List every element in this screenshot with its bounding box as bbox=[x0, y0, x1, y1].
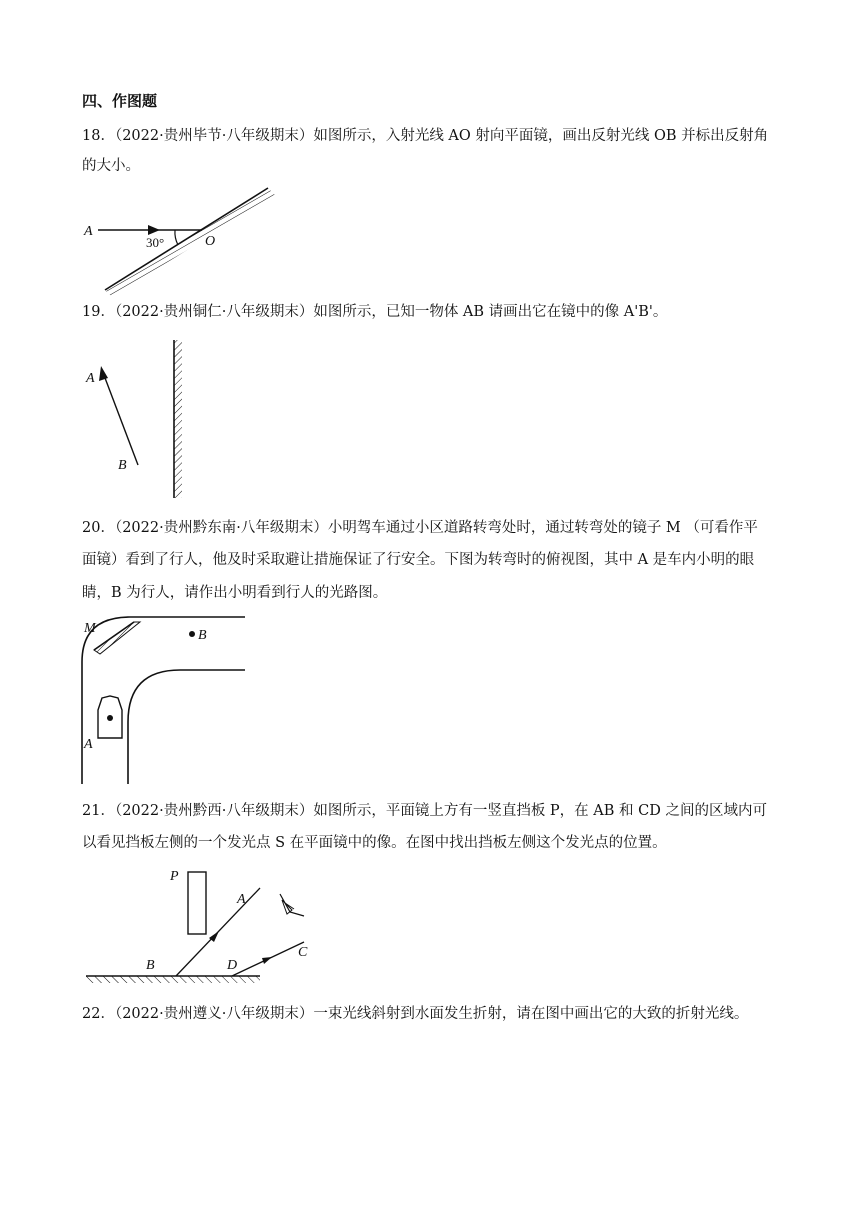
question-20-line-3: 睛，B 为行人，请作出小明看到行人的光路图。 bbox=[82, 585, 388, 601]
label-angle: 30° bbox=[146, 235, 165, 250]
pedestrian-dot bbox=[189, 631, 195, 637]
question-18-line-2: 的大小。 bbox=[82, 158, 140, 174]
figure-19-plane-mirror bbox=[80, 338, 200, 503]
question-19-line-1: 19．（2022·贵州铜仁·八年级期末）如图所示，已知一物体 AB 请画出它在镜中的像 A'B'。 bbox=[82, 304, 668, 320]
question-21-line-2: 以看见挡板左侧的一个发光点 S 在平面镜中的像。在图中找出挡板左侧这个发光点的位置。 bbox=[82, 835, 667, 851]
arrow-head-icon bbox=[262, 957, 272, 964]
angle-arc bbox=[175, 230, 178, 245]
figure-21-mirror-barrier bbox=[82, 862, 322, 987]
mirror-vertical bbox=[174, 340, 182, 498]
mirror-m bbox=[94, 622, 140, 654]
label-o: O bbox=[205, 234, 216, 249]
label-b: B bbox=[146, 958, 155, 973]
figure-18-reflection bbox=[80, 185, 280, 295]
label-a: A bbox=[86, 371, 95, 386]
inner-road-edge bbox=[128, 670, 245, 784]
question-20-line-1: 20．（2022·贵州黔东南·八年级期末）小明驾车通过小区道路转弯处时，通过转弯处的镜子 M （可看作平 bbox=[82, 520, 758, 536]
section-heading: 四、作图题 bbox=[82, 92, 158, 110]
label-p: P bbox=[170, 869, 179, 884]
label-c: C bbox=[298, 945, 308, 960]
label-b: B bbox=[198, 628, 207, 643]
arrow-head-icon bbox=[148, 225, 160, 235]
label-b: B bbox=[118, 458, 127, 473]
label-m: M bbox=[84, 621, 96, 636]
label-a: A bbox=[84, 737, 93, 752]
figure-20-road-bend bbox=[80, 612, 250, 787]
mirror-surface bbox=[105, 188, 275, 297]
question-22-line-1: 22．（2022·贵州遵义·八年级期末）一束光线斜射到水面发生折射，请在图中画出它的大致的折射光线。 bbox=[82, 1006, 749, 1022]
label-a: A bbox=[84, 224, 93, 239]
question-20-line-2: 面镜）看到了行人，他及时采取避让措施保证了行安全。下图为转弯时的俯视图，其中 A 是车内小明的眼 bbox=[82, 552, 755, 568]
label-d: D bbox=[227, 958, 238, 973]
eye-icon bbox=[280, 894, 304, 916]
arrow-head-icon bbox=[99, 366, 108, 381]
barrier-p bbox=[188, 872, 206, 934]
label-a: A bbox=[237, 892, 246, 907]
question-18-line-1: 18．（2022·贵州毕节·八年级期末）如图所示，入射光线 AO 射向平面镜，画出反射光线 OB 并标出反射角 bbox=[82, 128, 769, 144]
car-icon bbox=[98, 696, 122, 738]
question-21-line-1: 21．（2022·贵州黔西·八年级期末）如图所示，平面镜上方有一竖直挡板 P，在 AB 和 CD 之间的区域内可 bbox=[82, 803, 767, 819]
object-ab bbox=[102, 370, 138, 465]
mirror-horizontal bbox=[86, 976, 260, 983]
